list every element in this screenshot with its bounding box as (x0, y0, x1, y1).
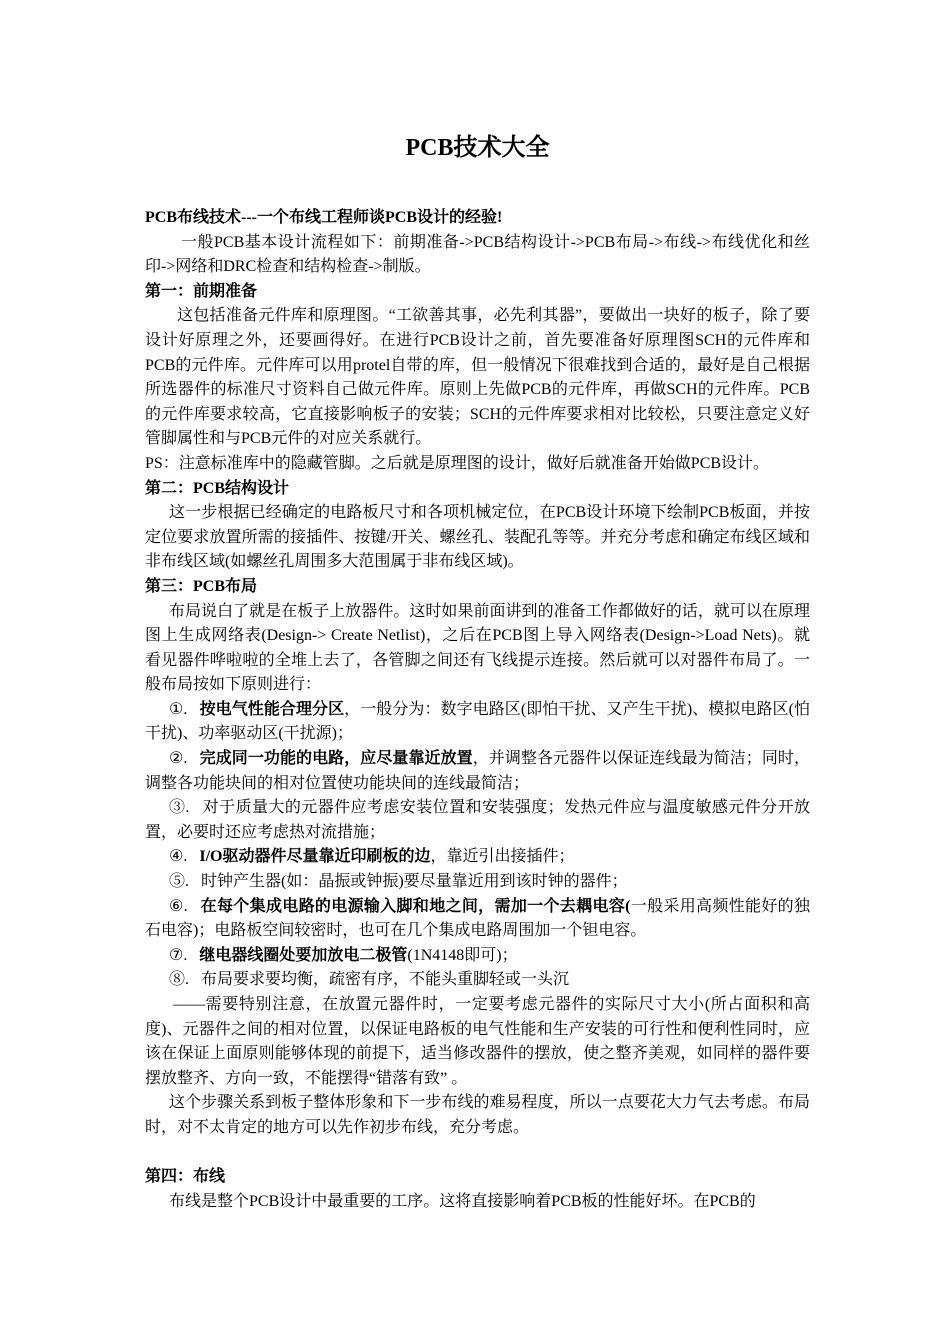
rule-text: 时钟产生器(如：晶振或钟振)要尽量靠近用到该时钟的器件； (201, 873, 628, 891)
rule-number: ⑥. (169, 897, 188, 915)
layout-rule-1 (145, 698, 810, 747)
section-4-heading: 第四：布线 (145, 1168, 226, 1186)
section-1-ps-note: PS：注意标准库中的隐藏管脚。之后就是原理图的设计，做好后就准备开始做PCB设计。 (145, 454, 770, 472)
layout-note-paragraph: ——需要特别注意，在放置元器件时，一定要考虑元器件的实际尺寸大小(所占面积和高度)、元器件之间的相对位置，以保证电路板的电气性能和生产安装的可行性和便利性同时，应该在保证上面原则能够体现的前提下，适当修改器件的摆放，使之整齐美观，如同样的器件要摆放整齐、方向一致，不能摆得“错落有致” 。 (145, 996, 810, 1087)
rule-emphasis: 按电气性能合理分区 (199, 700, 345, 718)
rule-text: ，靠近引出接插件； (430, 848, 575, 866)
rule-number: ⑤. (169, 873, 190, 891)
rule-number: ①. (169, 700, 188, 718)
rule-text: ，一般分为：数字电路区(即怕干扰、又产生干扰)、模拟电路区(怕干扰)、功率驱动区(干扰源)； (145, 700, 810, 743)
rule-number: ⑧. (169, 971, 190, 989)
section-1-heading: 第一：前期准备 (145, 282, 258, 300)
article-subtitle: PCB布线技术---一个布线工程师谈PCB设计的经验! (145, 209, 503, 226)
rule-number: ②. (169, 750, 188, 768)
section-2-heading: 第二：PCB结构设计 (145, 479, 290, 497)
section-4-paragraph: 布线是整个PCB设计中最重要的工序。这将直接影响着PCB板的性能好坏。在PCB的 (169, 1192, 756, 1210)
layout-rule-3 (145, 796, 810, 845)
layout-rule-7 (145, 944, 810, 969)
section-3-closing-paragraph: 这个步骤关系到板子整体形象和下一步布线的难易程度，所以一点要花大力气去考虑。布局时，对不太肯定的地方可以先作初步布线，充分考虑。 (145, 1094, 810, 1136)
rule-emphasis: 在每个集成电路的电源输入脚和地之间，需加一个去耦电容( (200, 897, 631, 915)
rule-text: 对于质量大的元器件应考虑安装位置和安装强度；发热元件应与温度敏感元件分开放置，必要时还应考虑热对流措施； (145, 799, 810, 841)
section-2-paragraph: 这一步根据已经确定的电路板尺寸和各项机械定位，在PCB设计环境下绘制PCB板面，并按定位要求放置所需的接插件、按键/开关、螺丝孔、装配孔等等。并充分考虑和确定布线区域和非布线区域(如螺丝孔周围多大范围属于非布线区域)。 (145, 504, 810, 571)
layout-rule-2 (145, 747, 810, 796)
layout-rule-5 (145, 870, 810, 895)
layout-rule-4 (145, 845, 810, 870)
rule-emphasis: 完成同一功能的电路，应尽量靠近放置 (199, 750, 473, 768)
section-3-heading: 第三：PCB布局 (145, 577, 258, 595)
section-3-paragraph: 布局说白了就是在板子上放器件。这时如果前面讲到的准备工作都做好的话，就可以在原理图上生成网络表(Design-> Create Netlist)，之后在PCB图上导入网络表(Design->Load Nets)。就看见器件哗啦啦的全堆上去了，各管脚之间还有飞线提示连接。然后就可以对器件布局了。一般布局按如下原则进行： (145, 602, 810, 694)
rule-emphasis: 继电器线圈处要加放电二极管 (199, 946, 408, 964)
document-title: PCB技术大全 (405, 135, 550, 161)
rule-text: 布局要求要均衡，疏密有序，不能头重脚轻或一头沉 (201, 971, 570, 989)
design-flow-paragraph: 一般PCB基本设计流程如下：前期准备->PCB结构设计->PCB布局->布线->布线优化和丝印->网络和DRC检查和结构检查->制版。 (145, 233, 810, 276)
rule-text: ，并调整各元器件以保证连线最为简洁；同时，调整各功能块间的相对位置使功能块间的连线最简洁； (145, 750, 811, 792)
layout-rule-8 (145, 968, 810, 993)
rule-text: 一般采用高频性能好的独石电容)；电路板空间较密时，也可在几个集成电路周围加一个钽电容。 (145, 897, 810, 940)
rule-text: (1N4148即可)； (407, 946, 518, 964)
rule-number: ③. (169, 799, 190, 817)
rule-emphasis: I/O驱动器件尽量靠近印刷板的边 (199, 848, 431, 866)
blank-line (145, 1141, 810, 1166)
rule-number: ④. (169, 848, 188, 866)
document-page (145, 128, 810, 1214)
rule-number: ⑦. (169, 946, 188, 964)
section-1-paragraph: 这包括准备元件库和原理图。“工欲善其事，必先利其器”，要做出一块好的板子，除了要设计好原理之外，还要画得好。在进行PCB设计之前，首先要准备好原理图SCH的元件库和PCB的元件库。元件库可以用protel自带的库，但一般情况下很难找到合适的，最好是自己根据所选器件的标准尺寸资料自己做元件库。原则上先做PCB的元件库，再做SCH的元件库。PCB的元件库要求较高，它直接影响板子的安装；SCH的元件库要求相对比较松，只要注意定义好管脚属性和与PCB元件的对应关系就行。 (145, 307, 810, 448)
layout-rule-6 (145, 895, 810, 944)
